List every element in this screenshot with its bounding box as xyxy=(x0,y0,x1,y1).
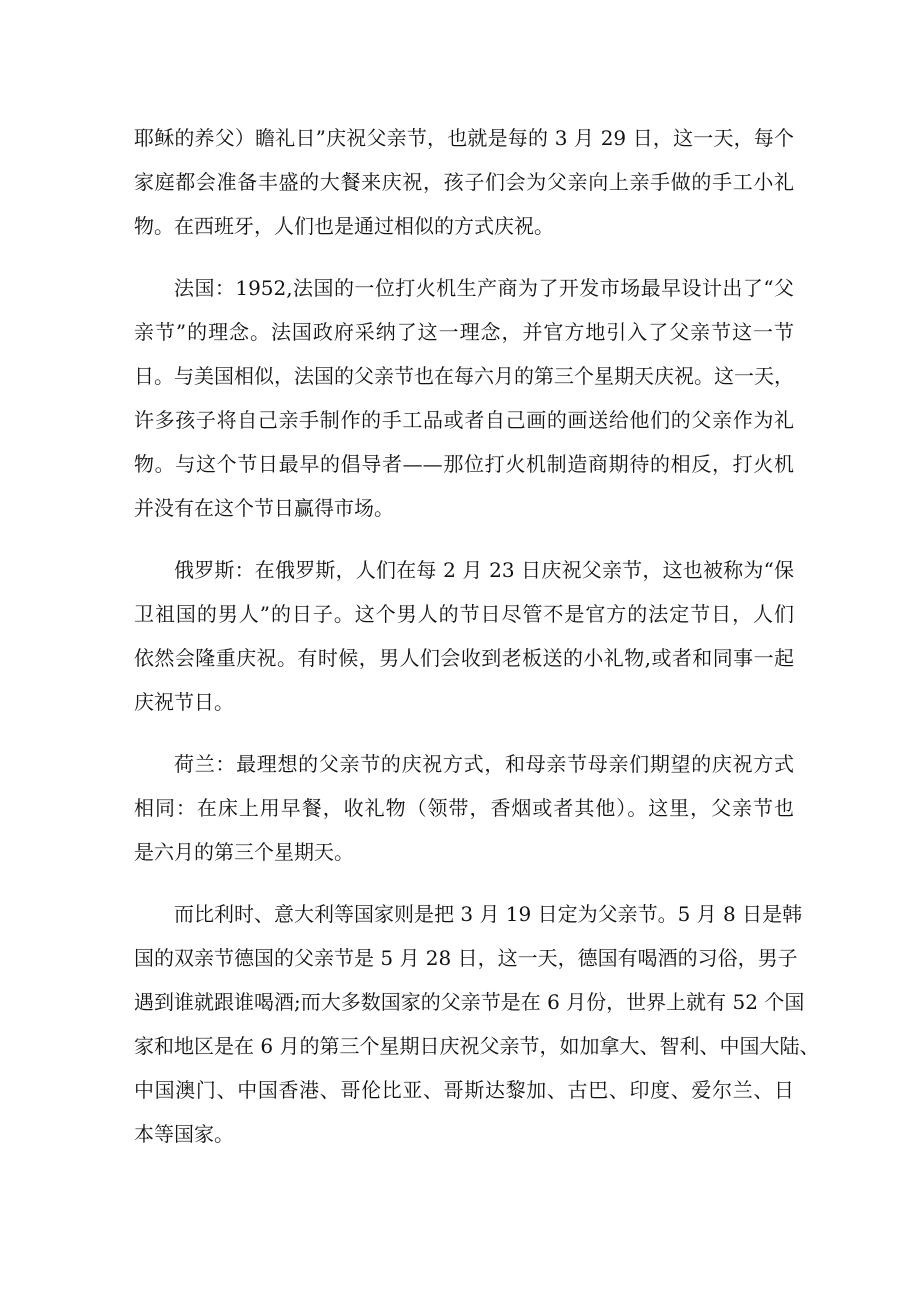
text-line: 许多孩子将自己亲手制作的手工品或者自己画的画送给他们的父亲作为礼 xyxy=(134,408,794,432)
text-line: 日。与美国相似，法国的父亲节也在每六月的第三个星期天庆祝。这一天， xyxy=(134,364,794,388)
paragraph-spain xyxy=(134,116,794,248)
paragraph-netherlands xyxy=(134,742,794,874)
text-line: 法国：1952,法国的一位打火机生产商为了开发市场最早设计出了“父 xyxy=(174,276,794,300)
text-line: 家和地区是在 6 月的第三个星期日庆祝父亲节，如加拿大、智利、中国大陆、 xyxy=(134,1034,820,1058)
body-text xyxy=(134,116,820,1174)
paragraph-france xyxy=(134,266,794,530)
text-line: 依然会隆重庆祝。有时候，男人们会收到老板送的小礼物,或者和同事一起 xyxy=(134,646,794,670)
text-line: 中国澳门、中国香港、哥伦比亚、哥斯达黎加、古巴、印度、爱尔兰、日 xyxy=(134,1078,794,1102)
text-line: 耶稣的养父）瞻礼日”庆祝父亲节，也就是每的 3 月 29 日，这一天，每个 xyxy=(134,126,794,150)
text-line: 卫祖国的男人”的日子。这个男人的节日尽管不是官方的法定节日，人们 xyxy=(134,602,794,626)
paragraph-other-countries xyxy=(134,892,820,1156)
text-line: 庆祝节日。 xyxy=(134,690,234,714)
text-line: 国的双亲节德国的父亲节是 5 月 28 日，这一天，德国有喝酒的习俗，男子 xyxy=(134,946,798,970)
text-line: 物。与这个节日最早的倡导者——那位打火机制造商期待的相反，打火机 xyxy=(134,452,794,476)
text-line: 荷兰：最理想的父亲节的庆祝方式，和母亲节母亲们期望的庆祝方式 xyxy=(174,752,794,776)
text-line: 亲节”的理念。法国政府采纳了这一理念，并官方地引入了父亲节这一节 xyxy=(134,320,794,344)
paragraph-russia xyxy=(134,548,794,724)
text-line: 并没有在这个节日赢得市场。 xyxy=(134,496,394,520)
text-line: 是六月的第三个星期天。 xyxy=(134,840,354,864)
text-line: 本等国家。 xyxy=(134,1122,234,1146)
text-line: 相同：在床上用早餐，收礼物（领带，香烟或者其他）。这里，父亲节也 xyxy=(134,796,794,820)
text-line: 而比利时、意大利等国家则是把 3 月 19 日定为父亲节。5 月 8 日是韩 xyxy=(174,902,803,926)
text-line: 物。在西班牙，人们也是通过相似的方式庆祝。 xyxy=(134,214,554,238)
text-line: 俄罗斯：在俄罗斯，人们在每 2 月 23 日庆祝父亲节，这也被称为“保 xyxy=(174,558,794,582)
text-line: 遇到谁就跟谁喝酒;而大多数国家的父亲节是在 6 月份，世界上就有 52 个国 xyxy=(134,990,805,1014)
text-line: 家庭都会准备丰盛的大餐来庆祝，孩子们会为父亲向上亲手做的手工小礼 xyxy=(134,170,794,194)
